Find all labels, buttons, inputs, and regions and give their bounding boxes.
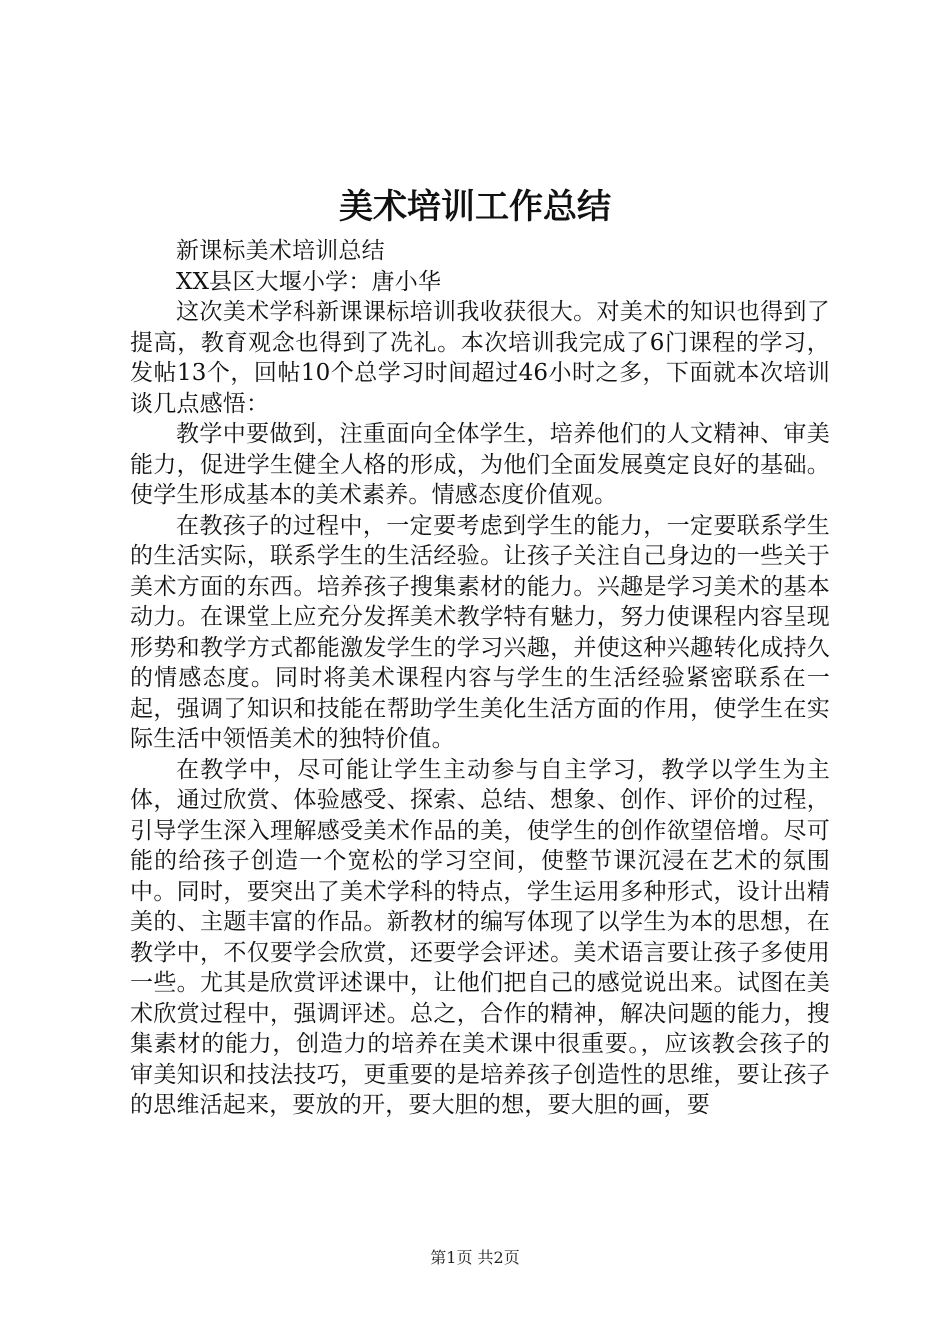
- page-number: 第1页 共2页: [430, 1248, 520, 1267]
- document-body: [130, 236, 830, 1121]
- subtitle-paragraph: 新课标美术培训总结: [176, 238, 385, 264]
- body-paragraph: 这次美术学科新课课标培训我收获很大。对美术的知识也得到了提高，教育观念也得到了冼礼。本次培训我完成了6门课程的学习，发帖13个，回帖10个总学习时间超过46小时之多，下面就本次培训谈几点感悟：: [130, 299, 830, 417]
- body-paragraph: 在教学中，尽可能让学生主动参与自主学习，教学以学生为主体，通过欣赏、体验感受、探索、总结、想象、创作、评价的过程，引导学生深入理解感受美术作品的美，使学生的创作欲望倍增。尽可能的给孩子创造一个宽松的学习空间，使整节课沉浸在艺术的氛围中。同时，要突出了美术学科的特点，学生运用多种形式，设计出精美的、主题丰富的作品。新教材的编写体现了以学生为本的思想，在教学中，不仅要学会欣赏，还要学会评述。美术语言要让孩子多使用一些。尤其是欣赏评述课中，让他们把自己的感觉说出来。试图在美术欣赏过程中，强调评述。总之，合作的精神，解决问题的能力，搜集素材的能力，创造力的培养在美术课中很重要。，应该教会孩子的审美知识和技法技巧，更重要的是培养孩子创造性的思维，要让孩子的思维活起来，要放的开，要大胆的想，要大胆的画，要: [130, 756, 830, 1118]
- author-line: XX县区大堰小学：唐小华: [176, 268, 442, 295]
- document-title: 美术培训工作总结: [339, 187, 611, 227]
- body-paragraph: 在教孩子的过程中，一定要考虑到学生的能力，一定要联系学生的生活实际，联系学生的生活经验。让孩子关注自己身边的一些关于美术方面的东西。培养孩子搜集素材的能力。兴趣是学习美术的基本动力。在课堂上应充分发挥美术教学特有魅力，努力使课程内容呈现形势和教学方式都能激发学生的学习兴趣，并使这种兴趣转化成持久的情感态度。同时将美术课程内容与学生的生活经验紧密联系在一起，强调了知识和技能在帮助学生美化生活方面的作用，使学生在实际生活中领悟美术的独特价值。: [130, 512, 830, 752]
- body-paragraph: 教学中要做到，注重面向全体学生，培养他们的人文精神、审美能力，促进学生健全人格的形成，为他们全面发展奠定良好的基础。使学生形成基本的美术素养。情感态度价值观。: [130, 421, 830, 508]
- page-footer: [0, 1247, 950, 1269]
